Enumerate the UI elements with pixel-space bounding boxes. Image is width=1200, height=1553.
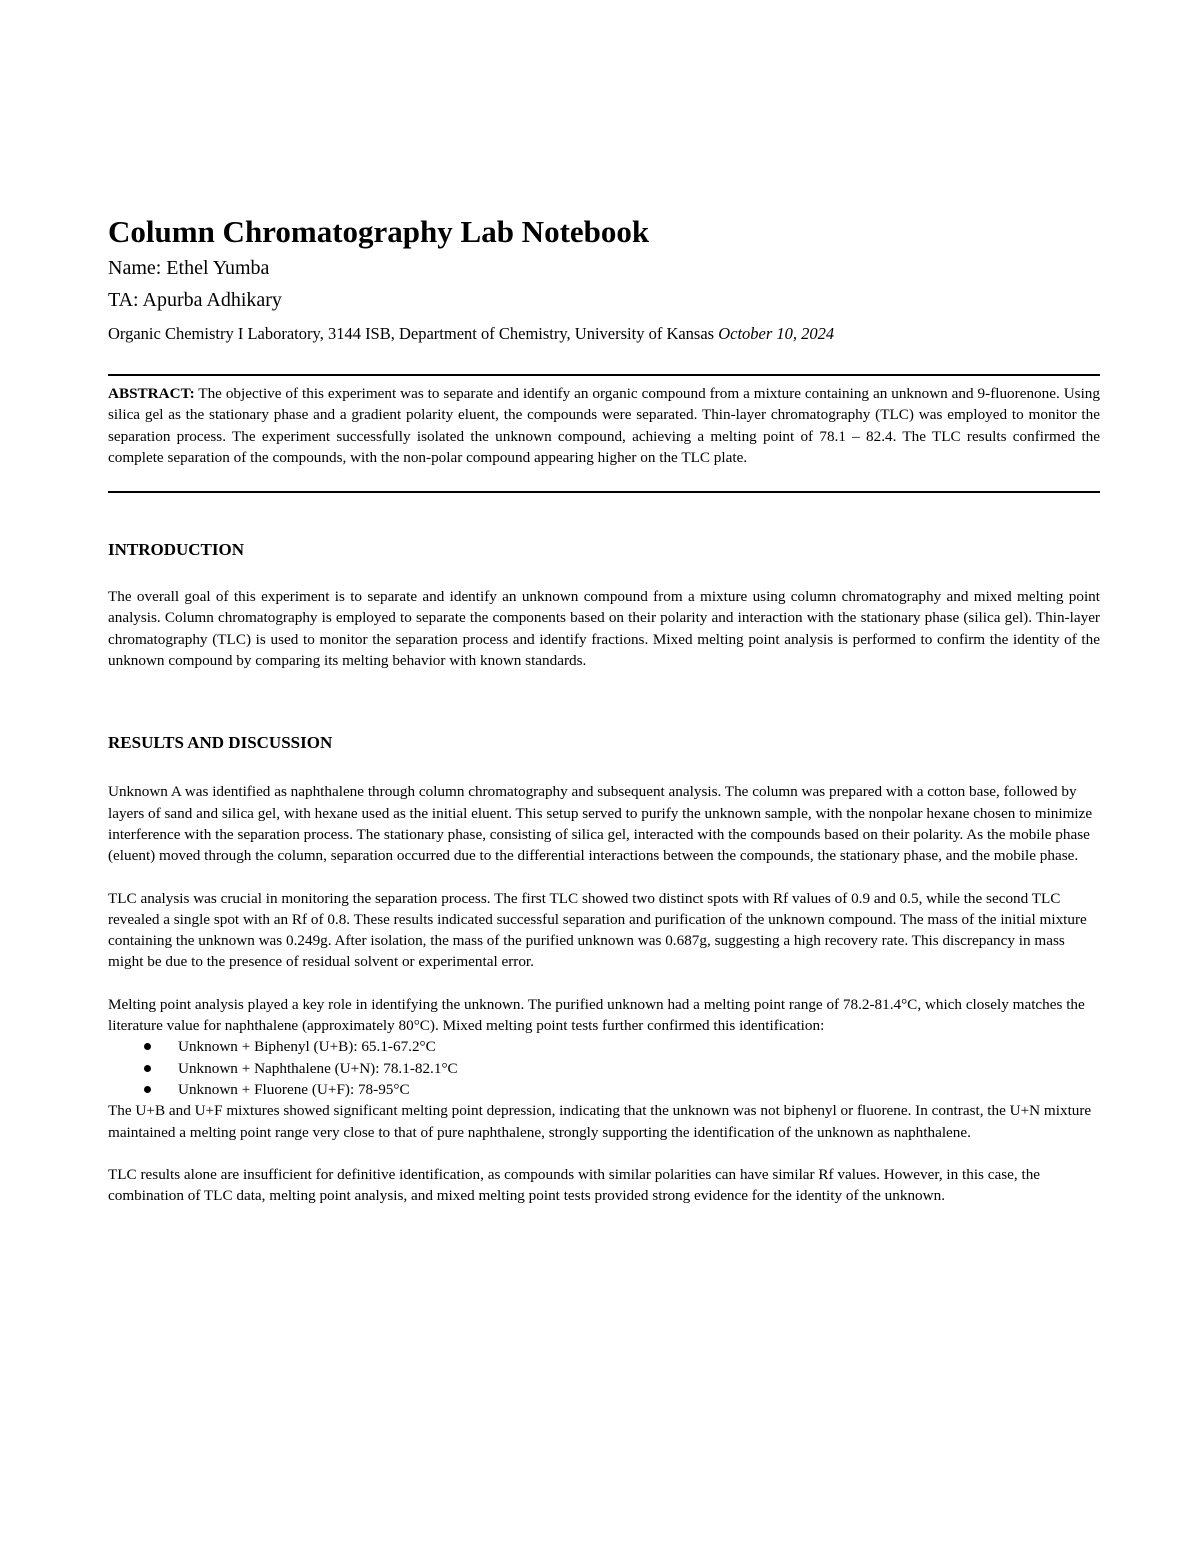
bullet-icon bbox=[144, 1086, 151, 1093]
author-name: Name: Ethel Yumba bbox=[108, 257, 270, 279]
page-title: Column Chromatography Lab Notebook bbox=[108, 214, 650, 249]
report-date: October 10, 2024 bbox=[718, 324, 835, 343]
introduction-paragraph: The overall goal of this experiment is to separate and identify an unknown compound from a mixture using column chromatography and mixed melting point analysis. Column chromatography is employed to separate the components based on their polarity and interaction with the stationary phase (silica gel). Thin-layer chromatography (TLC) is used to monitor the separation process and identify fractions. Mixed melting point analysis is performed to confirm the identity of the unknown compound by comparing its melting behavior with known standards. bbox=[108, 588, 1100, 670]
abstract-label: ABSTRACT: bbox=[108, 385, 195, 402]
list-item-text: Unknown + Biphenyl (U+B): 65.1-67.2°C bbox=[178, 1038, 436, 1056]
list-item-text: Unknown + Naphthalene (U+N): 78.1-82.1°C bbox=[178, 1059, 458, 1077]
ta-name: TA: Apurba Adhikary bbox=[108, 289, 282, 311]
affiliation-line bbox=[108, 320, 908, 347]
abstract bbox=[108, 383, 1100, 468]
results-paragraph-2: TLC analysis was crucial in monitoring the separation process. The first TLC showed two distinct spots with Rf values of 0.9 and 0.5, while the second TLC revealed a single spot with an Rf of 0.8. These results indicated successful separation and purification of the unknown compound. The mass of the initial mixture containing the unknown was 0.249g. After isolation, the mass of the purified unknown was 0.687g, suggesting a high recovery rate. This discrepancy in mass might be due to the presence of residual solvent or experimental error. bbox=[108, 889, 1087, 971]
bullet-icon bbox=[144, 1065, 151, 1072]
results-heading: RESULTS AND DISCUSSION bbox=[108, 733, 333, 753]
results-paragraph-4: TLC results alone are insufficient for definitive identification, as compounds with similar polarities can have similar Rf values. However, in this case, the combination of TLC data, melting point analysis, and mixed melting point tests provided strong evidence for the identity of the unknown. bbox=[108, 1165, 1041, 1205]
list-item bbox=[144, 1036, 1100, 1057]
abstract-text: The objective of this experiment was to separate and identify an organic compound from a mixture containing an unknown and 9-fluorenone. Using silica gel as the stationary phase and a gradient polarity eluent, the compounds were separated. Thin-layer chromatography (TLC) was employed to monitor the separation process. The experiment successfully isolated the unknown compound, achieving a melting point of 78.1 – 82.4. The TLC results confirmed the complete separation of the compounds, with the non-polar compound appearing higher on the TLC plate. bbox=[108, 385, 1100, 466]
list-item-text: Unknown + Fluorene (U+F): 78-95°C bbox=[178, 1080, 410, 1098]
list-item bbox=[144, 1058, 1100, 1079]
abstract-bottom-rule bbox=[108, 491, 1100, 493]
results-paragraph-3: Melting point analysis played a key role in identifying the unknown. The purified unknown had a melting point range of 78.2-81.4°C, which closely matches the literature value for naphthalene (approximately 80°C). Mixed melting point tests further confirmed this identification: bbox=[108, 995, 1085, 1035]
mixed-melting-point-list bbox=[108, 1036, 1100, 1100]
list-item bbox=[144, 1079, 1100, 1100]
affiliation-text: Organic Chemistry I Laboratory, 3144 ISB, Department of Chemistry, University of Kansas bbox=[108, 324, 715, 343]
introduction-heading: INTRODUCTION bbox=[108, 540, 245, 560]
document-page bbox=[108, 212, 1100, 1206]
results-paragraph-3-continued: The U+B and U+F mixtures showed significant melting point depression, indicating that the unknown was not biphenyl or fluorene. In contrast, the U+N mixture maintained a melting point range very close to that of pure naphthalene, strongly supporting the identification of the unknown as naphthalene. bbox=[108, 1102, 1092, 1141]
bullet-icon bbox=[144, 1043, 151, 1050]
results-paragraph-1: Unknown A was identified as naphthalene through column chromatography and subsequent analysis. The column was prepared with a cotton base, followed by layers of sand and silica gel, with hexane used as the initial eluent. This setup served to purify the unknown sample, with the nonpolar hexane chosen to minimize interference with the separation process. The stationary phase, consisting of silica gel, interacted with the compounds based on their polarity. As the mobile phase (eluent) moved through the column, separation occurred due to the differential interactions between the compounds, the stationary phase, and the mobile phase. bbox=[108, 783, 1093, 865]
abstract-top-rule bbox=[108, 374, 1100, 376]
